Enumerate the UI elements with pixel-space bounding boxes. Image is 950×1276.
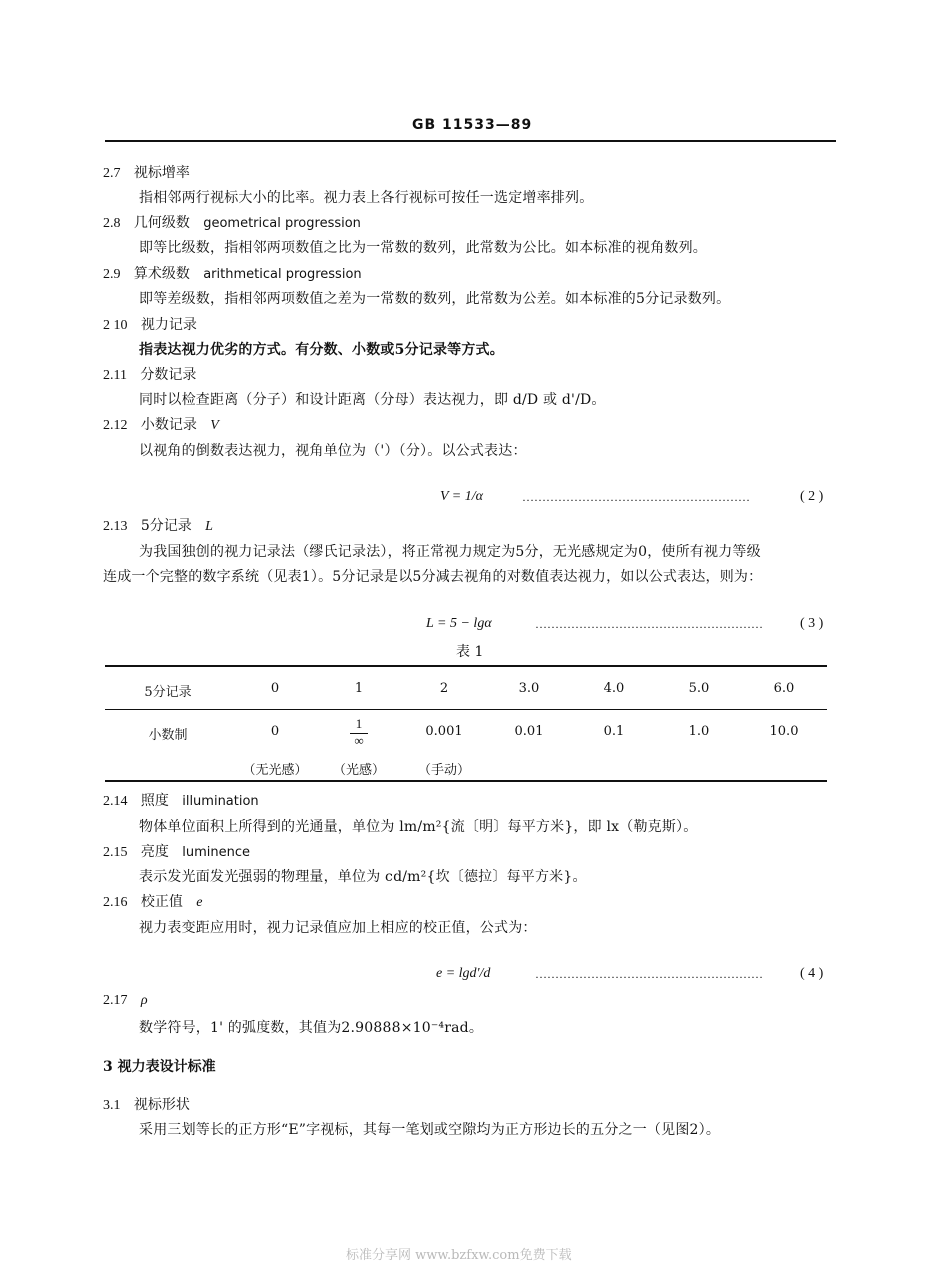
table-row1-label: 5分记录 xyxy=(144,685,192,700)
table-cell: 1.0 xyxy=(688,724,710,739)
equation-4-expr: e = lgd'/d xyxy=(436,966,491,981)
section-body-2-13-line2: 连成一个完整的数字系统（见表1）。5分记录是以5分减去视角的对数值表达视力，如以公式表达，则为： xyxy=(103,569,763,585)
table-cell: 0 xyxy=(270,724,280,739)
section-heading-2-15: 2.15 亮度 luminence xyxy=(103,844,250,860)
chapter-3-heading: 3 视力表设计标准 xyxy=(103,1059,216,1075)
equation-4-leader: ………………………………………………… xyxy=(535,967,763,981)
equation-3-label: ( 3 ) xyxy=(800,616,824,631)
table-cell: 0.01 xyxy=(514,724,544,739)
section-body-2-14: 物体单位面积上所得到的光通量，单位为 lm/m²{流〔明〕每平方米}，即 lx（勒克斯）。 xyxy=(139,819,698,835)
table-top-rule xyxy=(105,665,827,667)
equation-2-leader: ………………………………………………… xyxy=(522,490,750,504)
table-cell: 3.0 xyxy=(518,681,540,696)
section-heading-2-13: 2.13 5分记录 L xyxy=(103,518,213,534)
equation-4-label: ( 4 ) xyxy=(800,966,824,981)
table-caption: 表 1 xyxy=(456,644,484,660)
table-cell: 0.001 xyxy=(425,724,463,739)
equation-3-leader: ………………………………………………… xyxy=(535,617,763,631)
section-heading-2-12: 2.12 小数记录 V xyxy=(103,417,219,433)
table-cell: 0.1 xyxy=(603,724,625,739)
section-heading-2-8: 2.8 几何级数 geometrical progression xyxy=(103,215,361,231)
table-cell: 10.0 xyxy=(769,724,799,739)
table-cell: 4.0 xyxy=(603,681,625,696)
table-cell: 1 xyxy=(354,681,364,696)
equation-2-label: ( 2 ) xyxy=(800,489,824,504)
table-note: （手动） xyxy=(417,763,470,778)
table-cell: 5.0 xyxy=(688,681,710,696)
footer-watermark: 标准分享网 www.bzfxw.com免费下载 xyxy=(346,1248,572,1263)
section-heading-2-16: 2.16 校正值 e xyxy=(103,894,203,910)
section-heading-2-17: 2.17 ρ xyxy=(103,993,148,1008)
table-bottom-rule xyxy=(105,780,827,782)
table-cell: 2 xyxy=(439,681,449,696)
table-cell: 0 xyxy=(270,681,280,696)
section-body-2-10: 指表达视力优劣的方式。有分数、小数或5分记录等方式。 xyxy=(139,342,504,358)
table-mid-rule xyxy=(105,709,827,710)
section-heading-2-9: 2.9 算术级数 arithmetical progression xyxy=(103,266,362,282)
section-body-2-16: 视力表变距应用时，视力记录值应加上相应的校正值，公式为： xyxy=(139,920,537,936)
section-heading-2-7: 2.7 视标增率 xyxy=(103,165,190,181)
table-note: （光感） xyxy=(332,763,385,778)
section-body-2-12: 以视角的倒数表达视力，视角单位为（'）（分）。以公式表达： xyxy=(139,443,527,459)
section-heading-2-11: 2.11 分数记录 xyxy=(103,367,197,383)
table-cell-fraction-numerator: 1 xyxy=(355,716,363,731)
section-body-2-7: 指相邻两行视标大小的比率。视力表上各行视标可按任一选定增率排列。 xyxy=(139,190,594,206)
section-body-2-13-line1: 为我国独创的视力记录法（缪氏记录法），将正常视力规定为5分，无光感规定为0，使所有视力等级 xyxy=(139,544,761,560)
table-cell: 6.0 xyxy=(773,681,795,696)
standard-code: GB 11533—89 xyxy=(412,117,533,133)
table-row2-label: 小数制 xyxy=(148,728,188,743)
section-heading-2-14: 2.14 照度 illumination xyxy=(103,793,259,809)
section-body-3-1: 采用三划等长的正方形“E”字视标，其每一笔划或空隙均为正方形边长的五分之一（见图2）。 xyxy=(139,1122,721,1138)
section-heading-3-1: 3.1 视标形状 xyxy=(103,1097,190,1113)
equation-2-expr: V = 1/α xyxy=(440,489,483,504)
section-body-2-11: 同时以检查距离（分子）和设计距离（分母）表达视力，即 d/D 或 d'/D。 xyxy=(139,392,606,408)
table-cell-fraction-denominator: ∞ xyxy=(354,733,364,748)
header-rule xyxy=(105,140,836,142)
table-note: （无光感） xyxy=(242,763,308,778)
section-body-2-15: 表示发光面发光强弱的物理量，单位为 cd/m²{坎〔德拉〕每平方米}。 xyxy=(139,869,587,885)
section-body-2-9: 即等差级数，指相邻两项数值之差为一常数的数列，此常数为公差。如本标准的5分记录数列。 xyxy=(139,291,731,307)
section-heading-2-10: 2 10 视力记录 xyxy=(103,317,197,333)
equation-3-expr: L = 5 − lgα xyxy=(426,616,492,631)
section-body-2-8: 即等比级数，指相邻两项数值之比为一常数的数列，此常数为公比。如本标准的视角数列。 xyxy=(139,240,707,256)
section-body-2-17: 数学符号，1' 的弧度数，其值为2.90888×10⁻⁴rad。 xyxy=(139,1020,484,1036)
